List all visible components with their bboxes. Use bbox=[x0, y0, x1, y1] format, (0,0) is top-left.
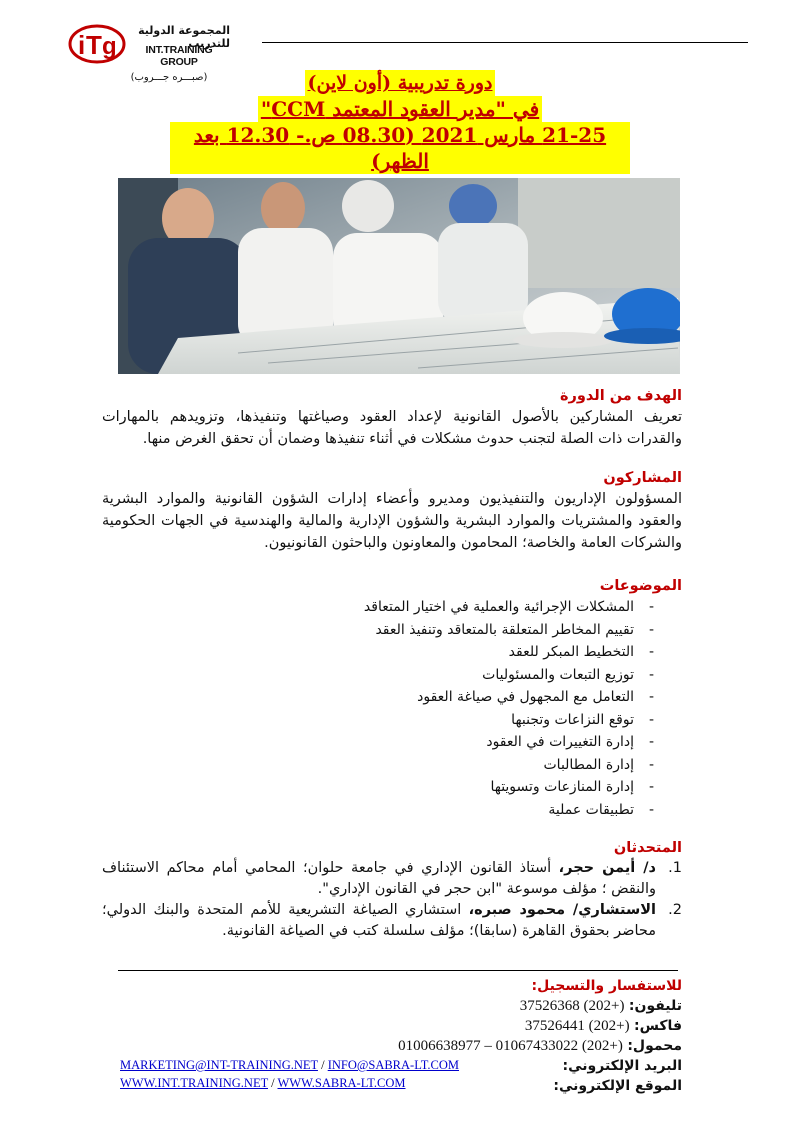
website-links: WWW.INT.TRAINING.NET / WWW.SABRA-LT.COM bbox=[120, 1076, 406, 1090]
svg-text:g: g bbox=[102, 33, 117, 60]
logo-arabic-name: المجموعة الدولية للتدريب bbox=[138, 24, 230, 50]
email-label: البريد الإلكتروني: bbox=[562, 1058, 682, 1074]
speakers-section bbox=[102, 840, 682, 942]
svg-text:i: i bbox=[78, 30, 86, 60]
website-label: الموقع الإلكتروني: bbox=[553, 1078, 682, 1094]
participants-section bbox=[102, 470, 682, 554]
list-item: - التعامل مع المجهول في صياغة العقود bbox=[417, 689, 654, 705]
contact-heading: للاستفسار والتسجيل: bbox=[531, 978, 682, 994]
list-item: - تقييم المخاطر المتعلقة بالمتعاقد وتنفيذ العقد bbox=[375, 621, 654, 638]
participants-text: المسؤولون الإداريون والتنفيذيون ومديرو وأعضاء إدارات الشؤون القانونية والموارد البشرية والعقود والمشتريات والموارد البشرية والشؤون الإدارية والمالية والهندسية في الجهات الحكومية والشركات العامة والخاصة؛ المحامون والمعاونون والباحثون القانونيون. bbox=[102, 491, 682, 551]
title-block bbox=[170, 70, 630, 174]
website-link-int[interactable]: WWW.INT.TRAINING.NET bbox=[120, 1076, 268, 1090]
speaker-name: د/ أيمن حجر، bbox=[558, 860, 656, 876]
list-item: - إدارة التغييرات في العقود bbox=[486, 734, 654, 750]
title-course-name: في "مدير العقود المعتمد CCM" bbox=[258, 96, 542, 122]
logo-english-name: INT.TRAINING GROUP bbox=[145, 44, 213, 68]
phone-row: تليفون: 37526368 (202+) bbox=[519, 998, 682, 1014]
list-item: 1. د/ أيمن حجر، أستاذ القانون الإداري في جامعة حلوان؛ المحامي أمام محاكم الاستئناف والنقض ؛ مؤلف موسوعة "ابن حجر في القانون الإداري". bbox=[102, 860, 682, 897]
goal-heading: الهدف من الدورة bbox=[559, 388, 682, 404]
topics-heading: الموضوعات bbox=[599, 578, 682, 594]
footer-rule bbox=[118, 970, 678, 971]
website-link-sabra[interactable]: WWW.SABRA-LT.COM bbox=[277, 1076, 406, 1090]
goal-text: تعريف المشاركين بالأصول القانونية لإعداد العقود وصياغتها وتنفيذها، وتزويدهم بالمهارات والقدرات ذات الصلة لتجنب حدوث مشكلات في أثناء تنفيذها وضمان أن تحقق الغرض منها. bbox=[102, 409, 682, 447]
goal-section bbox=[102, 388, 682, 450]
speaker-name: الاستشاري/ محمود صبره، bbox=[468, 902, 657, 918]
fax-row: فاكس: 37526441 (202+) bbox=[524, 1018, 682, 1034]
list-item: - التخطيط المبكر للعقد bbox=[508, 644, 654, 660]
topics-section bbox=[102, 578, 682, 821]
email-link-info[interactable]: INFO@SABRA-LT.COM bbox=[327, 1058, 460, 1072]
email-links: MARKETING@INT-TRAINING.NET / INFO@SABRA-LT.COM bbox=[120, 1058, 460, 1072]
list-item: 2. الاستشاري/ محمود صبره، استشاري الصياغة التشريعية للأمم المتحدة والبنك الدولي؛ محاضر بحقوق القاهرة (سابقا)؛ مؤلف سلسلة كتب في الصياغة القانونية. bbox=[102, 902, 682, 939]
title-course-date: 21-25 مارس 2021 (08.30 ص.- 12.30 بعد الظهر) bbox=[170, 122, 630, 174]
svg-text:T: T bbox=[86, 30, 102, 60]
logo-subtitle: (صبـــره جـــروب) bbox=[130, 72, 208, 83]
list-item: - إدارة المطالبات bbox=[543, 756, 654, 773]
header-rule bbox=[262, 42, 748, 43]
course-photo bbox=[118, 178, 680, 374]
list-item: - توزيع التبعات والمسئوليات bbox=[482, 666, 654, 683]
list-item: - توقع النزاعات وتجنبها bbox=[511, 711, 654, 728]
list-item: - المشكلات الإجرائية والعملية في اختيار المتعاقد bbox=[363, 599, 654, 615]
speakers-heading: المتحدثان bbox=[613, 840, 682, 856]
participants-heading: المشاركون bbox=[603, 470, 682, 486]
speakers-list bbox=[102, 858, 682, 942]
list-item: - إدارة المنازعات وتسويتها bbox=[490, 779, 654, 795]
title-course-type: دورة تدريبية (أون لاين) bbox=[305, 70, 496, 96]
email-link-marketing[interactable]: MARKETING@INT-TRAINING.NET bbox=[120, 1058, 318, 1072]
list-item: - تطبيقات عملية bbox=[548, 801, 654, 818]
topics-list bbox=[102, 596, 682, 821]
mobile-row: محمول: 01006638977 – 01067433022 (202+) bbox=[398, 1038, 682, 1054]
logo-mark-icon bbox=[68, 24, 126, 64]
